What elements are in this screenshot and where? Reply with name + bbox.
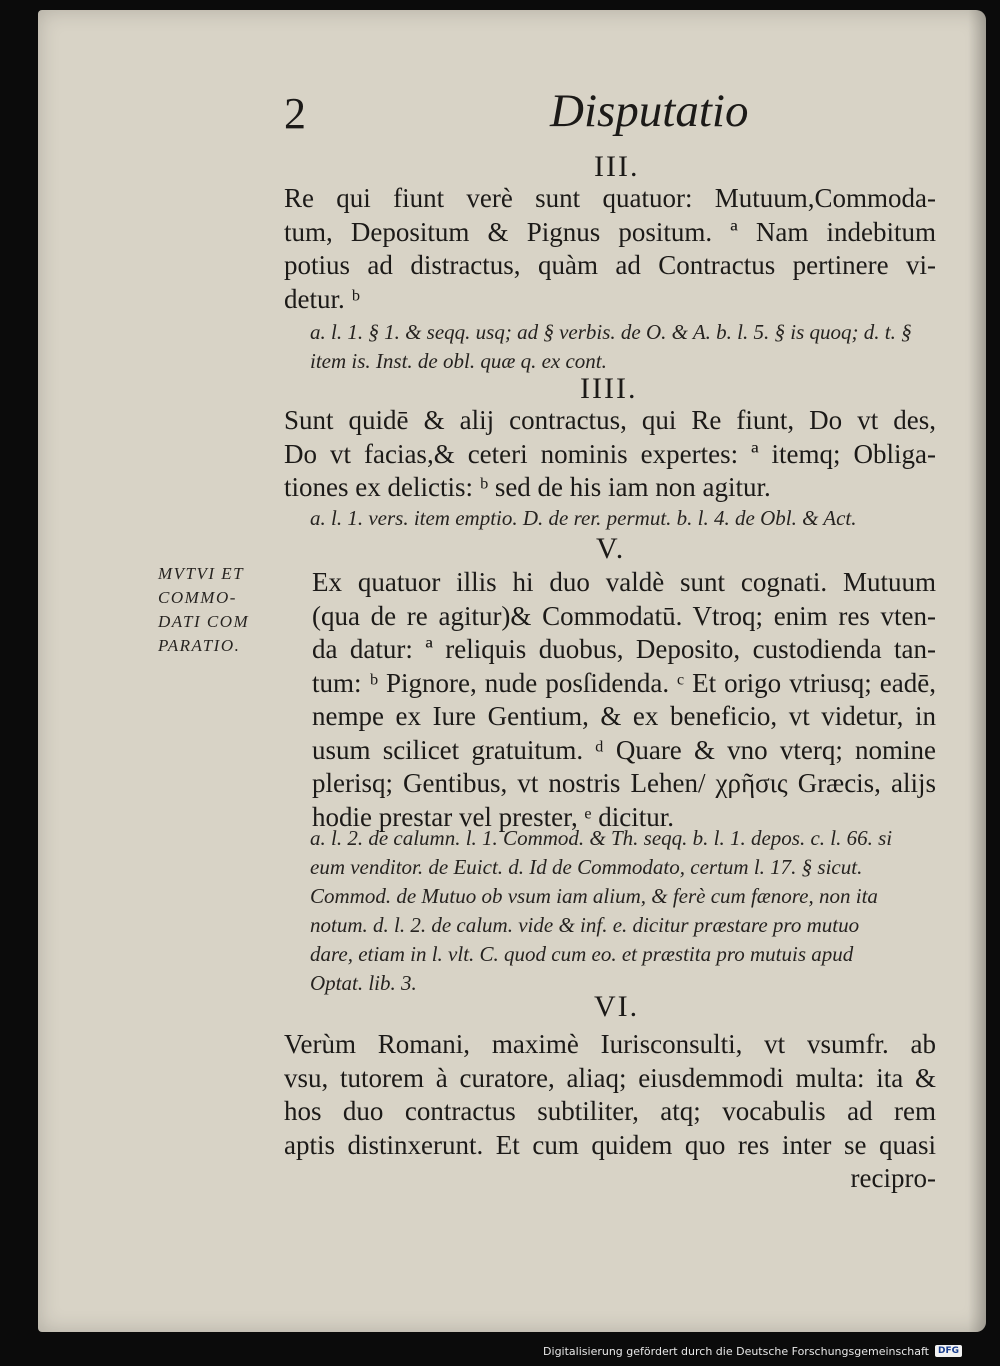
book-page [38, 10, 986, 1332]
text-line: (qua de re agitur)& Commodatū. Vtroq; enim res vten- [312, 600, 936, 631]
footnote-line: dare, etiam in l. vlt. C. quod cum eo. et præstita pro mutuis apud [310, 942, 854, 966]
text-line: detur. ᵇ [284, 283, 360, 314]
marginal-line: MVTVI ET [158, 564, 245, 583]
text-line: Verùm Romani, maximè Iurisconsulti, vt vsumfr. ab [284, 1029, 936, 1059]
text-line: Re qui fiunt verè sunt quatuor: Mutuum,Commoda- [284, 183, 936, 213]
section-iiii-footnotes [310, 504, 936, 533]
section-numeral-vi: VI. [594, 990, 640, 1023]
text-line: aptis distinxerunt. Et cum quidem quo res inter se quasi [284, 1129, 936, 1160]
text-line: tum: ᵇ Pignore, nude posſidenda. ᶜ Et origo vtriusq; eadē, [312, 667, 936, 698]
section-numeral-iii: III. [594, 150, 640, 183]
text-line: Ex quatuor illis hi duo valdè sunt cognati. Mutuum [312, 567, 936, 597]
digitization-credit [543, 1340, 962, 1362]
text-line: potius ad distractus, quàm ad Contractus pertinere vi- [284, 250, 936, 280]
marginal-line: DATI COM [158, 612, 250, 631]
marginal-line: COMMO- [158, 588, 237, 607]
footnote-line: Commod. de Mutuo ob vsum iam alium, & ferè cum fænore, non ita [310, 884, 878, 908]
section-iii-text [284, 182, 936, 316]
text-line: tum, Depositum & Pignus positum. ª Nam indebitum [284, 216, 936, 247]
dfg-logo: DFG [935, 1345, 962, 1357]
section-v-footnotes [310, 824, 936, 998]
section-numeral-iiii: IIII. [580, 372, 638, 405]
section-iiii-text [284, 404, 936, 505]
section-v-text [312, 566, 936, 834]
text-line: da datur: ª reliquis duobus, Deposito, custodienda tan- [312, 634, 936, 664]
text-line: Sunt quidē & alij contractus, qui Re fiunt, Do vt des, [284, 405, 936, 435]
section-vi-text [284, 1028, 936, 1196]
marginal-note [158, 562, 328, 658]
catchword: recipro- [850, 1163, 936, 1193]
page-edge-shadow [968, 10, 986, 1332]
text-line: vsu, tutorem à curatore, aliaq; eiusdemmodi multa: ita & [284, 1062, 936, 1093]
text-line: plerisq; Gentibus, vt nostris Lehen/ χρῆσις Græcis, alijs [312, 768, 936, 798]
text-line: Do vt facias,& ceteri nominis expertes: ª itemq; Obliga- [284, 438, 936, 469]
text-line: hos duo contractus subtiliter, atq; vocabulis ad rem [284, 1096, 936, 1126]
text-line: tiones ex delictis: ᵇ sed de his iam non agitur. [284, 472, 771, 502]
marginal-line: PARATIO. [158, 636, 241, 655]
credit-text: Digitalisierung gefördert durch die Deutsche Forschungsgemeinschaft [543, 1344, 929, 1358]
running-title: Disputatio [550, 85, 749, 137]
footnote-line: notum. d. l. 2. de calum. vide & inf. e. dicitur præstare pro mutuo [310, 913, 860, 937]
text-line: hodie prestar vel prester, ᵉ dicitur. [312, 801, 674, 832]
section-iii-footnotes [310, 318, 936, 376]
section-numeral-v: V. [596, 532, 626, 565]
footnote-line: item is. Inst. de obl. quæ q. ex cont. [310, 349, 607, 373]
footnote-line: a. l. 2. de calumn. l. 1. Commod. & Th. seqq. b. l. 1. depos. c. l. 66. si [310, 826, 893, 850]
text-line: nempe ex Iure Gentium, & ex beneficio, vt videtur, in [312, 701, 936, 731]
footnote-line: a. l. 1. vers. item emptio. D. de rer. permut. b. l. 4. de Obl. & Act. [310, 506, 857, 530]
footnote-line: eum venditor. de Euict. d. Id de Commodato, certum l. 17. § sicut. [310, 855, 863, 879]
page-number: 2 [284, 89, 306, 138]
text-line: usum scilicet gratuitum. ᵈ Quare & vno vterq; nomine [312, 734, 936, 765]
footnote-line: Optat. lib. 3. [310, 971, 417, 995]
footnote-line: a. l. 1. § 1. & seqq. usq; ad § verbis. de O. & A. b. l. 5. § is quoq; d. t. § [310, 320, 912, 344]
